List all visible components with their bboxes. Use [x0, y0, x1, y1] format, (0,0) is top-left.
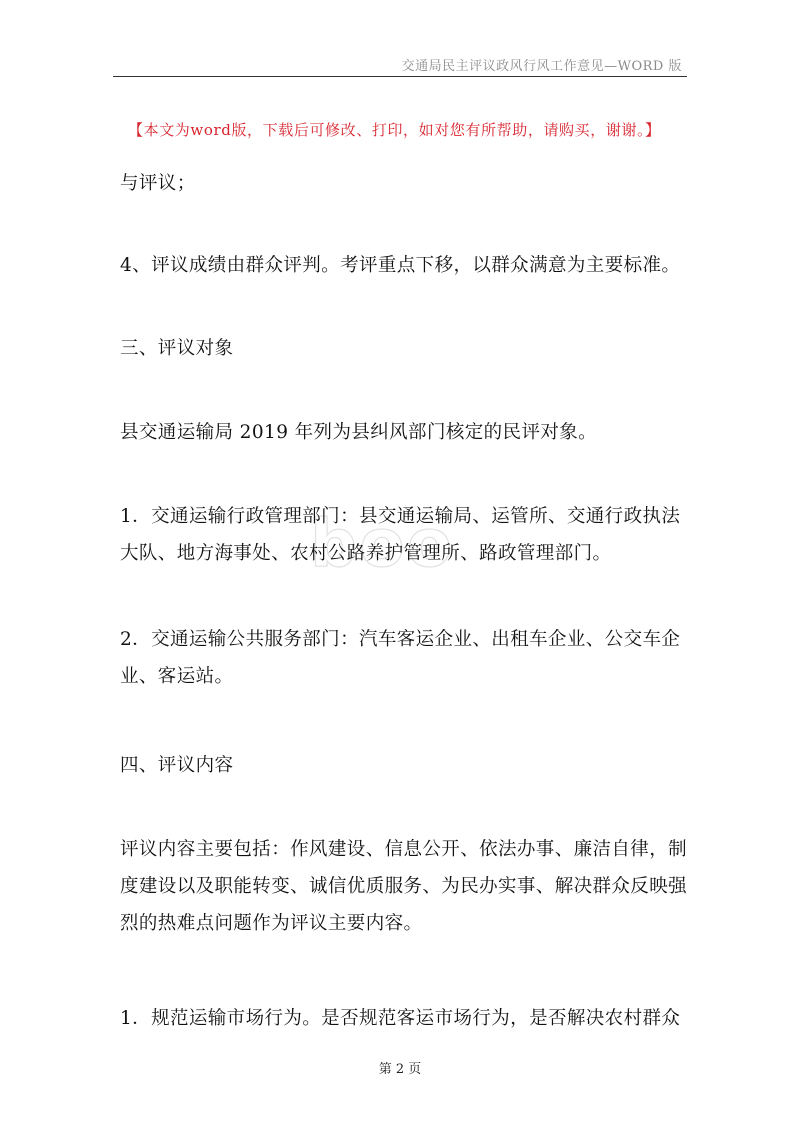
section-heading-4 [120, 747, 690, 784]
watermark-logo: boo [310, 505, 454, 582]
text-line: 评议内容主要包括：作风建设、信息公开、依法办事、廉洁自律，制 [120, 839, 688, 860]
text-line: 烈的热难点问题作为评议主要内容。 [120, 913, 423, 934]
header-title: 交通局民主评议政风行风工作意见—WORD 版 [401, 59, 682, 74]
text-line: 与评议； [120, 173, 196, 194]
text-line: 4、评议成绩由群众评判。考评重点下移，以群众满意为主要标准。 [120, 255, 681, 276]
paragraph-item-2-service [120, 621, 690, 695]
purchase-notice: 【本文为word版，下载后可修改、打印，如对您有所帮助，请购买，谢谢。】 [128, 121, 661, 139]
section-heading-3 [120, 330, 690, 367]
header-divider [113, 76, 687, 77]
paragraph-continuation [120, 165, 690, 202]
text-line: 度建设以及职能转变、诚信优质服务、为民办实事、解决群众反映强 [120, 876, 688, 897]
text-line: 业、客运站。 [120, 666, 234, 687]
text-line: 2．交通运输公共服务部门：汽车客运企业、出租车企业、公交车企 [120, 629, 681, 650]
text-line: 四、评议内容 [120, 755, 234, 776]
paragraph-scope [120, 414, 690, 451]
paragraph-item-1-market [120, 1000, 690, 1037]
text-line: 1．交通运输行政管理部门：县交通运输局、运管所、交通行政执法 [120, 506, 681, 527]
paragraph-item-4 [120, 247, 690, 284]
paragraph-content [120, 831, 690, 942]
page-number: 第 2 页 [378, 1062, 422, 1077]
text-line: 大队、地方海事处、农村公路养护管理所、路政管理部门。 [120, 543, 612, 564]
text-line: 三、评议对象 [120, 338, 234, 359]
paragraph-item-1-admin [120, 498, 690, 572]
text-line: 1．规范运输市场行为。是否规范客运市场行为，是否解决农村群众 [120, 1008, 681, 1029]
text-line: 县交通运输局 2019 年列为县纠风部门核定的民评对象。 [120, 422, 598, 443]
